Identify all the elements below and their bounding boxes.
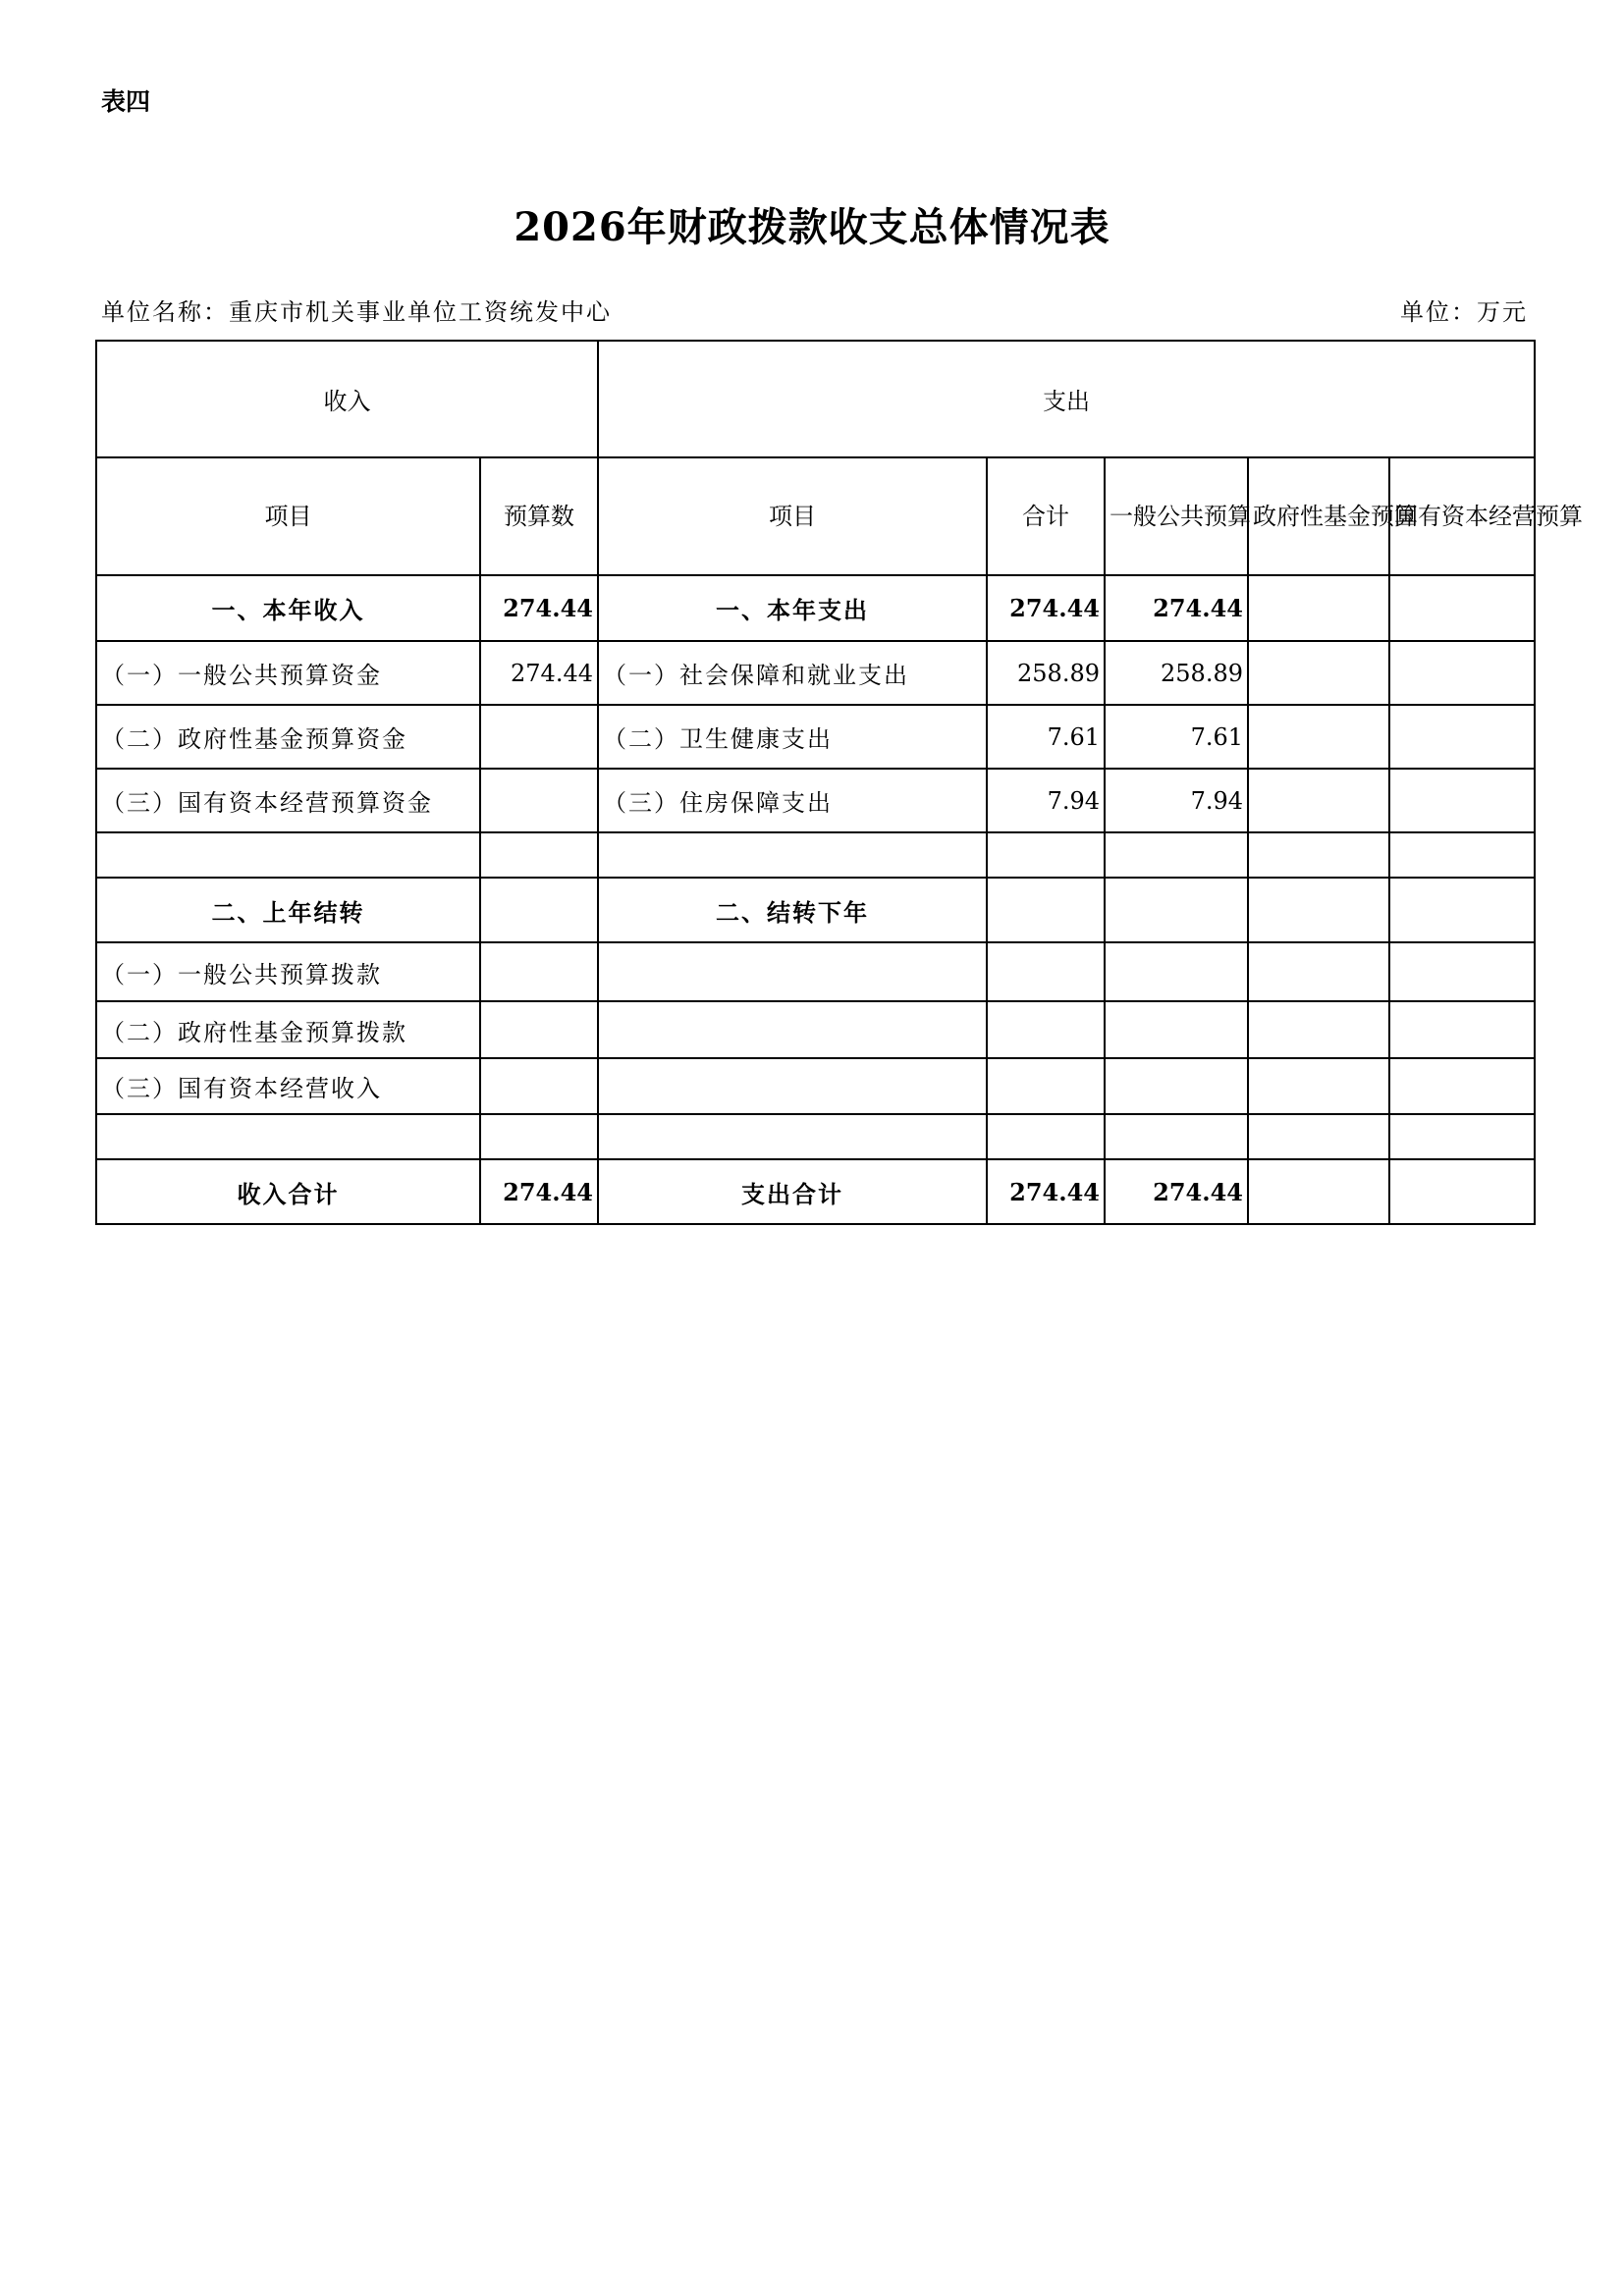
income-budget (480, 878, 598, 942)
state-capital-budget (1389, 705, 1535, 769)
gov-fund-budget (1248, 1058, 1389, 1114)
expense-item: （三）住房保障支出 (598, 769, 987, 832)
income-budget (480, 769, 598, 832)
table-label: 表四 (101, 87, 151, 116)
income-budget (480, 705, 598, 769)
expense-item (598, 1058, 987, 1114)
income-budget (480, 1001, 598, 1058)
expense-total: 258.89 (987, 641, 1105, 705)
income-header: 收入 (96, 341, 598, 457)
gov-fund-budget-total (1248, 1159, 1389, 1224)
state-capital-budget (1389, 575, 1535, 641)
expense-header: 支出 (598, 341, 1535, 457)
income-item: （三）国有资本经营预算资金 (96, 769, 480, 832)
expense-total (987, 1058, 1105, 1114)
state-capital-budget (1389, 832, 1535, 878)
income-budget-header: 预算数 (480, 457, 598, 575)
general-budget (1105, 1001, 1248, 1058)
income-item-header: 项目 (96, 457, 480, 575)
state-capital-budget (1389, 1001, 1535, 1058)
general-budget (1105, 832, 1248, 878)
total-header: 合计 (987, 457, 1105, 575)
gov-fund-budget (1248, 1001, 1389, 1058)
expense-total (987, 832, 1105, 878)
expense-item (598, 832, 987, 878)
income-total-value: 274.44 (480, 1159, 598, 1224)
gov-fund-budget (1248, 1114, 1389, 1159)
expense-total (987, 1114, 1105, 1159)
page-title: 2026年财政拨款收支总体情况表 (514, 204, 1110, 250)
unit-measure: 单位：万元 (1400, 298, 1528, 326)
income-budget (480, 832, 598, 878)
state-capital-budget (1389, 769, 1535, 832)
gov-fund-budget-header: 政府性基金预算 (1248, 457, 1389, 575)
unit-name: 单位名称：重庆市机关事业单位工资统发中心 (101, 298, 612, 326)
gov-fund-budget (1248, 641, 1389, 705)
income-budget: 274.44 (480, 575, 598, 641)
table-row (96, 1058, 1535, 1114)
state-capital-budget-total (1389, 1159, 1535, 1224)
state-capital-budget (1389, 942, 1535, 1001)
header-row-columns (96, 457, 1535, 575)
gov-fund-budget (1248, 942, 1389, 1001)
income-budget: 274.44 (480, 641, 598, 705)
general-budget (1105, 878, 1248, 942)
expense-total: 7.61 (987, 705, 1105, 769)
gov-fund-budget (1248, 832, 1389, 878)
table-row (96, 641, 1535, 705)
gov-fund-budget (1248, 878, 1389, 942)
income-budget (480, 1114, 598, 1159)
income-budget (480, 942, 598, 1001)
general-budget: 258.89 (1105, 641, 1248, 705)
income-item: 二、上年结转 (96, 878, 480, 942)
expense-total: 7.94 (987, 769, 1105, 832)
table-row (96, 1001, 1535, 1058)
header-row-main (96, 341, 1535, 457)
general-budget (1105, 942, 1248, 1001)
table-row (96, 705, 1535, 769)
income-item: （三）国有资本经营收入 (96, 1058, 480, 1114)
income-item: （一）一般公共预算资金 (96, 641, 480, 705)
general-budget: 7.61 (1105, 705, 1248, 769)
state-capital-budget (1389, 1114, 1535, 1159)
expense-item: 二、结转下年 (598, 878, 987, 942)
table-row (96, 878, 1535, 942)
expense-item: 一、本年支出 (598, 575, 987, 641)
general-budget (1105, 1114, 1248, 1159)
general-budget: 274.44 (1105, 575, 1248, 641)
gov-fund-budget (1248, 769, 1389, 832)
table-row (96, 1114, 1535, 1159)
expense-item (598, 1001, 987, 1058)
expense-item (598, 1114, 987, 1159)
state-capital-budget (1389, 641, 1535, 705)
general-budget (1105, 1058, 1248, 1114)
general-budget: 7.94 (1105, 769, 1248, 832)
expense-total (987, 1001, 1105, 1058)
income-item: （一）一般公共预算拨款 (96, 942, 480, 1001)
state-capital-budget (1389, 1058, 1535, 1114)
table-row (96, 942, 1535, 1001)
income-item: 一、本年收入 (96, 575, 480, 641)
table-row (96, 769, 1535, 832)
income-item (96, 1114, 480, 1159)
table-row (96, 832, 1535, 878)
expense-item (598, 942, 987, 1001)
budget-table (95, 340, 1583, 1225)
expense-total (987, 878, 1105, 942)
table-row (96, 575, 1535, 641)
income-item: （二）政府性基金预算资金 (96, 705, 480, 769)
expense-item-header: 项目 (598, 457, 987, 575)
expense-total (987, 942, 1105, 1001)
gov-fund-budget (1248, 705, 1389, 769)
state-capital-budget-header: 国有资本经营预算 (1389, 457, 1535, 575)
expense-total-value: 274.44 (987, 1159, 1105, 1224)
income-item (96, 832, 480, 878)
gov-fund-budget (1248, 575, 1389, 641)
general-budget-total: 274.44 (1105, 1159, 1248, 1224)
expense-total-label: 支出合计 (598, 1159, 987, 1224)
expense-item: （二）卫生健康支出 (598, 705, 987, 769)
income-item: （二）政府性基金预算拨款 (96, 1001, 480, 1058)
general-budget-header: 一般公共预算 (1105, 457, 1248, 575)
expense-item: （一）社会保障和就业支出 (598, 641, 987, 705)
income-budget (480, 1058, 598, 1114)
expense-total: 274.44 (987, 575, 1105, 641)
table-row-total (96, 1159, 1535, 1224)
state-capital-budget (1389, 878, 1535, 942)
income-total-label: 收入合计 (96, 1159, 480, 1224)
